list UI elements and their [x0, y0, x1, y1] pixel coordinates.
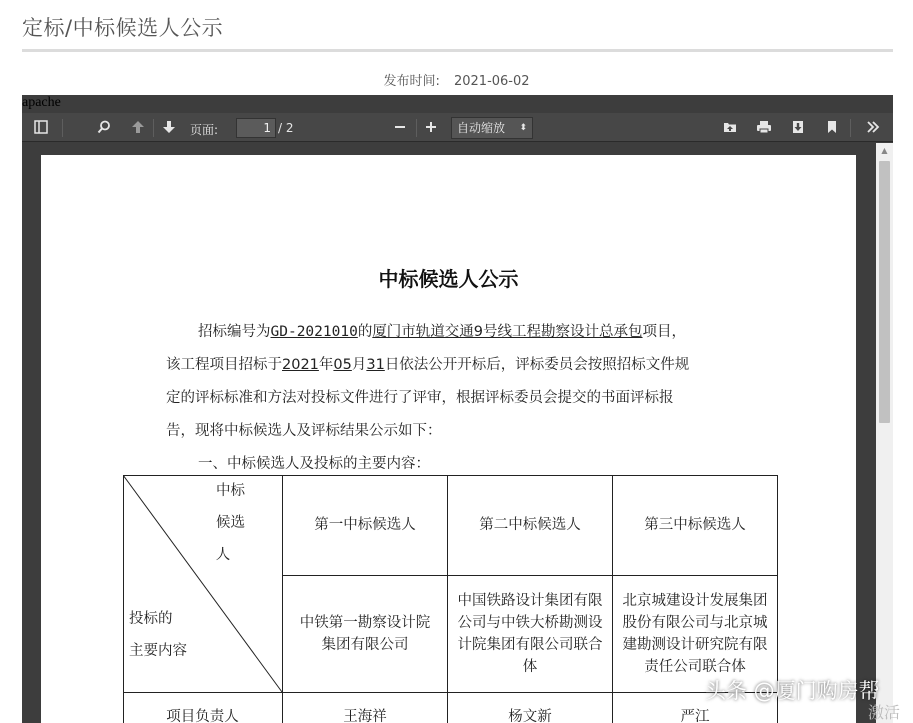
corner-label: 候选 — [216, 515, 245, 531]
open-month: 05 — [333, 357, 352, 373]
open-file-icon[interactable] — [719, 117, 741, 139]
search-icon[interactable] — [93, 117, 115, 139]
paragraph-line — [198, 320, 686, 341]
table-cell: 杨文新 — [508, 709, 552, 723]
table-header: 第一中标候选人 — [314, 517, 416, 533]
sidebar-toggle-icon[interactable] — [30, 117, 52, 139]
section-heading: 一、中标候选人及投标的主要内容： — [198, 456, 430, 472]
double-chevron-right-icon[interactable] — [862, 117, 884, 139]
publish-label: 发布时间: — [383, 74, 440, 89]
page-title: 定标/中标候选人公示 — [22, 16, 224, 40]
text-span: 月 — [351, 357, 367, 373]
document-page — [41, 155, 856, 723]
print-icon[interactable] — [753, 117, 775, 139]
watermark-text: 头条 @厦门购房帮 — [705, 679, 880, 703]
activate-text: 激活 — [868, 703, 901, 722]
pdf-toolbar — [22, 113, 893, 142]
text-span: 该工程项目招标于 — [166, 357, 282, 373]
candidates-table — [123, 475, 778, 723]
tender-code: GD-2021010 — [270, 324, 358, 340]
bookmark-icon[interactable] — [821, 117, 843, 139]
chevron-updown-icon: ⬍ — [519, 123, 527, 133]
scroll-up-arrow-icon[interactable]: ▲ — [881, 146, 888, 155]
text-span: 招标编号为 — [198, 324, 271, 340]
paragraph-line — [166, 353, 689, 374]
publish-info — [0, 70, 913, 89]
zoom-value: 自动缩放 — [457, 121, 506, 135]
document-title: 中标候选人公示 — [378, 267, 519, 291]
page-number-input[interactable]: 1 — [236, 118, 276, 138]
table-cell: 中铁第一勘察设计院集团有限公司 — [299, 615, 431, 653]
scroll-thumb[interactable] — [879, 161, 890, 423]
page-total: / 2 — [278, 121, 294, 135]
paragraph-line: 定的评标标准和方法对投标文件进行了评审，根据评标委员会提交的书面评标报 — [166, 390, 674, 406]
corner-label: 主要内容 — [129, 643, 187, 659]
zoom-select[interactable] — [451, 117, 533, 139]
table-cell: 王海祥 — [343, 709, 387, 723]
plus-icon[interactable] — [420, 117, 442, 139]
table-header: 第三中标候选人 — [644, 517, 746, 533]
toolbar-separator — [153, 119, 154, 137]
table-cell: 严江 — [680, 709, 710, 723]
toolbar-separator — [416, 119, 417, 137]
vertical-scrollbar[interactable] — [876, 143, 893, 723]
minus-icon[interactable] — [389, 117, 411, 139]
arrow-down-icon[interactable] — [158, 117, 180, 139]
pdf-viewer — [22, 95, 893, 723]
text-span: 年 — [318, 357, 334, 373]
arrow-up-icon[interactable] — [127, 117, 149, 139]
project-name: 厦门市轨道交通9号线工程勘察设计总承包 — [372, 324, 643, 340]
viewer-label: apache — [22, 95, 61, 110]
table-cell: 北京城建设计发展集团股份有限公司与北京城建勘测设计研究院有限责任公司联合体 — [622, 593, 768, 675]
open-day: 31 — [366, 357, 385, 373]
table-row-label: 项目负责人 — [166, 709, 239, 723]
title-divider — [22, 49, 893, 52]
open-year: 2021 — [282, 357, 319, 373]
text-span: 项目， — [642, 324, 687, 340]
page-label: 页面: — [190, 123, 219, 137]
toolbar-separator — [62, 119, 63, 137]
paragraph-line: 告，现将中标候选人及评标结果公示如下： — [166, 423, 442, 439]
text-span: 日依法公开开标后，评标委员会按照招标文件规 — [384, 357, 690, 373]
corner-label: 中标 — [216, 483, 245, 499]
corner-label: 投标的 — [129, 611, 173, 627]
toolbar-separator — [850, 119, 851, 137]
text-span: 的 — [357, 324, 373, 340]
corner-label: 人 — [215, 547, 231, 563]
download-icon[interactable] — [787, 117, 809, 139]
table-cell: 中国铁路设计集团有限公司与中铁大桥勘测设计院集团有限公司联合体 — [457, 593, 603, 675]
publish-date: 2021-06-02 — [453, 74, 530, 89]
table-header: 第二中标候选人 — [479, 517, 581, 533]
